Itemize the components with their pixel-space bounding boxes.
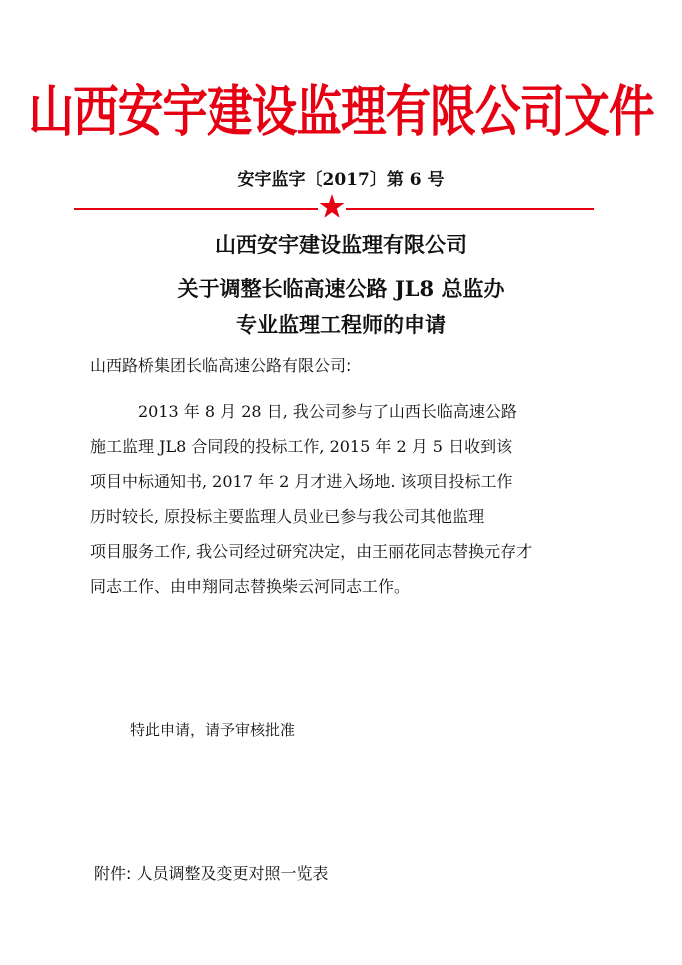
letterhead-title: 山西安宇建设监理有限公司文件 <box>28 79 654 145</box>
red-rule-left <box>74 208 318 210</box>
subject-line-2: 关于调整长临高速公路 JL8 总监办 <box>177 276 505 301</box>
body-line-5: 项目服务工作, 我公司经过研究决定，由王丽花同志替换元存才 <box>90 542 533 561</box>
attachment-note: 附件: 人员调整及变更对照一览表 <box>94 864 329 883</box>
closing-request: 特此申请，请予审核批准 <box>130 721 296 739</box>
document-number: 安宇监字〔2017〕第 6 号 <box>237 170 445 190</box>
body-line-2: 施工监理 JL8 合同段的投标工作, 2015 年 2 月 5 日收到该 <box>90 437 513 456</box>
star-icon <box>319 193 345 219</box>
body-line-4: 历时较长, 原投标主要监理人员业已参与我公司其他监理 <box>90 507 485 526</box>
subject-line-1: 山西安宇建设监理有限公司 <box>215 232 467 257</box>
addressee: 山西路桥集团长临高速公路有限公司: <box>90 356 352 375</box>
body-line-6: 同志工作、由申翔同志替换柴云河同志工作。 <box>90 577 411 596</box>
body-line-3: 项目中标通知书, 2017 年 2 月才进入场地. 该项目投标工作 <box>90 472 513 491</box>
body-line-1: 2013 年 8 月 28 日, 我公司参与了山西长临高速公路 <box>138 402 517 421</box>
red-rule-right <box>346 208 594 210</box>
subject-line-3: 专业监理工程师的申请 <box>236 312 446 337</box>
